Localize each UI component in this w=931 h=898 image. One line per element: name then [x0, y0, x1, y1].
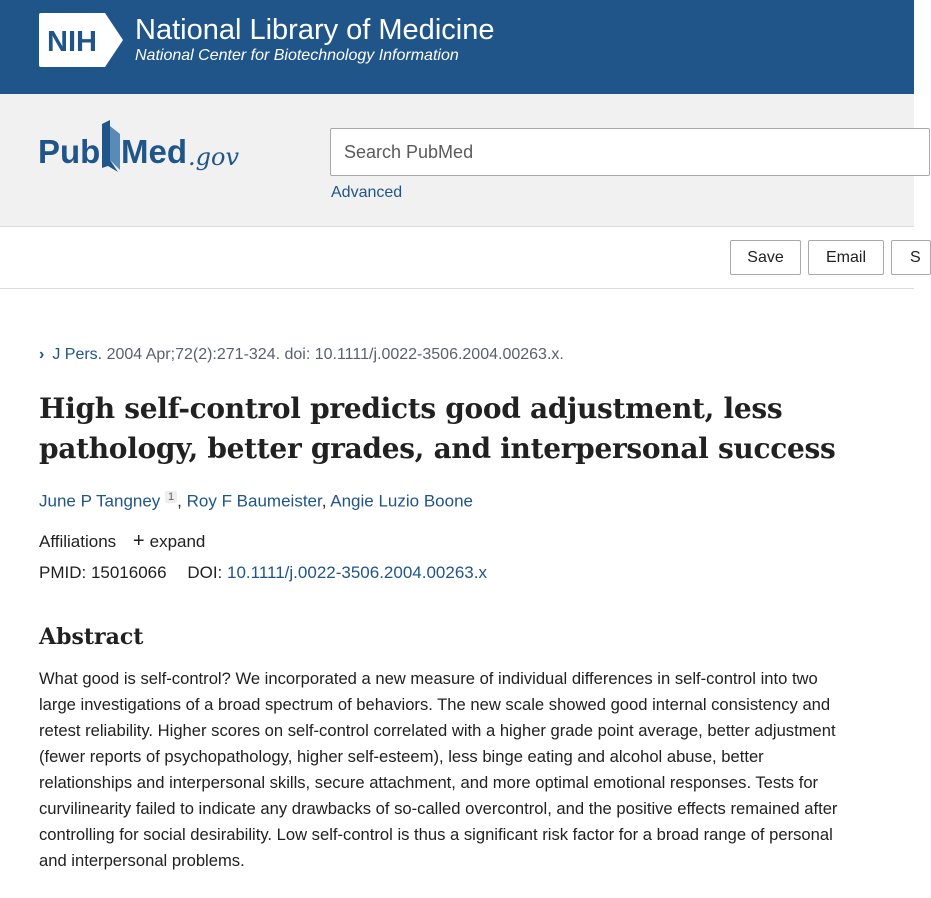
chevron-right-icon[interactable]: ›	[39, 346, 45, 363]
citation-details: 2004 Apr;72(2):271-324. doi: 10.1111/j.0022-3506.2004.00263.x.	[106, 346, 564, 363]
author-link[interactable]: June P Tangney	[39, 491, 161, 511]
article-title: High self-control predicts good adjustment, less pathology, better grades, and interpersonal success	[39, 392, 836, 465]
email-button[interactable]: Email	[808, 240, 884, 275]
save-button[interactable]: Save	[730, 240, 801, 275]
author-list: June P Tangney $^1$ , Roy F Baumeister, Angie Luzio Boone	[39, 491, 473, 511]
pmid: PMID: 15016066	[39, 563, 167, 582]
doi-link[interactable]: 10.1111/j.0022-3506.2004.00263.x	[227, 563, 487, 582]
send-to-button[interactable]: S	[891, 240, 931, 275]
pubmed-header	[0, 94, 914, 227]
citation-line	[39, 346, 564, 364]
affiliations-row	[39, 532, 205, 552]
nih-subtitle: National Center for Biotechnology Information	[135, 47, 459, 64]
journal-link[interactable]: J Pers.	[52, 346, 103, 363]
pubmed-logo-gov: .gov	[188, 143, 239, 171]
advanced-search-link[interactable]: Advanced	[331, 184, 403, 201]
identifiers-row	[39, 563, 487, 583]
abstract-text: What good is self-control? We incorporated a new measure of individual differences in self-control into two large investigations of a broad spectrum of behaviors. The new scale showed good internal consistency and retest reliability. Higher scores on self-control correlated with a higher grade point average, better adjustment (fewer reports of psychopathology, higher self-esteem), less binge eating and alcohol abuse, better relationships and interpersonal skills, secure attachment, and more optimal emotional responses. Tests for curvilinearity failed to indicate any drawbacks of so-called overcontrol, and the positive effects remained after controlling for social desirability. Low self-control is thus a significant risk factor for a broad range of personal and interpersonal problems.	[39, 669, 838, 870]
search-input[interactable]	[330, 128, 930, 176]
pubmed-logo[interactable]	[38, 120, 248, 180]
doi-label: DOI:	[187, 563, 223, 582]
nih-title[interactable]: National Library of Medicine	[135, 14, 495, 46]
action-bar	[0, 227, 921, 289]
affiliation-marker[interactable]: 1	[165, 491, 177, 503]
pubmed-logo-med: Med	[121, 133, 187, 170]
nih-banner	[0, 0, 914, 94]
expand-label: expand	[149, 532, 206, 551]
pubmed-logo-pub: Pub	[38, 133, 101, 170]
author-link[interactable]: Roy F Baumeister	[186, 491, 322, 511]
nih-logo[interactable]	[39, 13, 125, 67]
abstract-heading: Abstract	[39, 624, 144, 650]
plus-icon: +	[132, 530, 145, 552]
affiliations-label: Affiliations	[39, 532, 117, 551]
expand-affiliations-button[interactable]	[121, 532, 205, 551]
nih-logo-text: NIH	[47, 26, 97, 58]
author-link[interactable]: Angie Luzio Boone	[330, 491, 473, 511]
